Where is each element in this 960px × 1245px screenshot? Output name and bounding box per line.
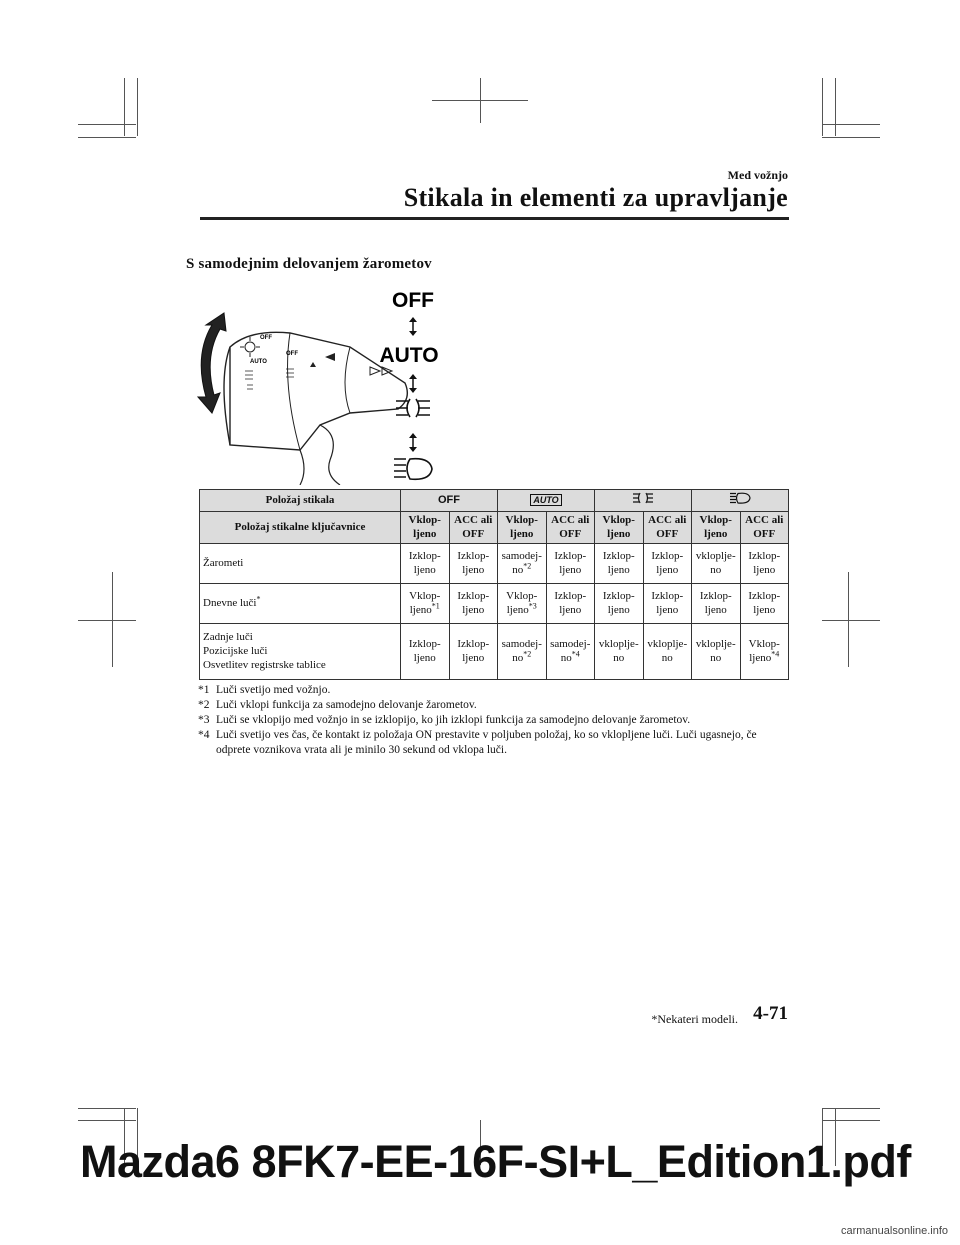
updown-arrow-icon xyxy=(409,374,417,393)
crop-mark xyxy=(78,1120,136,1121)
table-cell: vkloplje-no xyxy=(692,624,741,680)
table-cell: Izklop-ljeno xyxy=(595,544,644,584)
chapter-title: Stikala in elementi za upravljanje xyxy=(403,183,788,212)
footnote-item: *4 Luči svetijo ves čas, če kontakt iz položaja ON prestavite v poljuben položaj, ko so vklopljene luči. Luči ugasnejo, če odprete voznikova vrata ali je minilo 30 sekund od vklopa luči. xyxy=(198,729,757,756)
row-label-headlights: Žarometi xyxy=(200,544,401,584)
col-off-header: OFF xyxy=(401,490,498,512)
table-row-daytime xyxy=(200,584,789,624)
table-header-row xyxy=(200,490,789,512)
section-title: Med vožnjo xyxy=(727,168,788,182)
ignition-on: Vklop-ljeno xyxy=(595,511,644,544)
crop-mark xyxy=(822,1108,880,1109)
subheading: S samodejnim delovanjem žarometov xyxy=(186,256,432,272)
table-cell: Izklop-ljeno xyxy=(546,544,595,584)
table-cell: Izklop-ljeno xyxy=(401,544,450,584)
table-cell: vkloplje-no xyxy=(643,624,692,680)
ignition-row xyxy=(200,511,789,544)
position-off-label: OFF xyxy=(392,289,434,312)
headlight-icon xyxy=(394,459,432,480)
ignition-on: Vklop-ljeno xyxy=(692,511,741,544)
updown-arrow-icon xyxy=(409,317,417,336)
table-cell: Vklop-ljeno$^{*4}$ xyxy=(740,624,789,680)
rotate-arrow-icon xyxy=(198,313,226,413)
switch-position-header: Položaj stikala xyxy=(200,490,401,512)
crop-mark xyxy=(78,1108,136,1109)
table-cell: Izklop-ljeno xyxy=(643,584,692,624)
ignition-acc: ACC ali OFF xyxy=(740,511,789,544)
ignition-on: Vklop-ljeno xyxy=(498,511,547,544)
table-cell: Izklop-ljeno xyxy=(401,624,450,680)
crop-mark xyxy=(78,620,136,621)
crop-mark xyxy=(822,137,880,138)
row-label-tail-lights: Zadnje luči Pozicijske luči Osvetlitev registrske tablice xyxy=(200,624,401,680)
table-cell: Izklop-ljeno xyxy=(546,584,595,624)
ignition-on: Vklop-ljeno xyxy=(401,511,450,544)
switch-off2-label: OFF xyxy=(286,351,298,357)
crop-mark xyxy=(124,78,125,136)
table-cell: Vklop-ljeno$^{*1}$ xyxy=(401,584,450,624)
col-parking-header xyxy=(595,490,692,512)
updown-arrow-icon xyxy=(409,433,417,452)
table-cell: samodej-$no^{*4}$ xyxy=(546,624,595,680)
file-watermark: Mazda6 8FK7-EE-16F-SI+L_Edition1.pdf xyxy=(80,1136,911,1187)
crop-mark xyxy=(137,78,138,136)
footnote-item: *1 Luči svetijo med vožnjo. xyxy=(198,684,331,696)
table-cell: Izklop-ljeno xyxy=(595,584,644,624)
crop-mark xyxy=(822,1120,880,1121)
site-watermark: carmanualsonline.info xyxy=(840,1225,948,1237)
crop-mark xyxy=(78,124,136,125)
table-row-tail-lights xyxy=(200,624,789,680)
table-cell: Vklop-ljeno$^{*3}$ xyxy=(498,584,547,624)
crop-mark xyxy=(822,78,823,136)
table-cell: Izklop-ljeno xyxy=(643,544,692,584)
switch-off-label: OFF xyxy=(260,335,272,341)
ignition-acc: ACC ali OFF xyxy=(546,511,595,544)
crop-mark xyxy=(822,620,880,621)
table-cell: Izklop-ljeno xyxy=(740,544,789,584)
table-cell: vkloplje-no xyxy=(692,544,741,584)
crop-mark xyxy=(432,100,528,101)
lights-table xyxy=(199,489,789,680)
position-auto-label: AUTO xyxy=(379,344,439,367)
col-headlight-header xyxy=(692,490,789,512)
table-cell: samodej-$no^{*2}$ xyxy=(498,624,547,680)
crop-mark xyxy=(78,137,136,138)
table-cell: Izklop-ljeno xyxy=(449,544,498,584)
footnote-item: *3 Luči se vklopijo med vožnjo in se izklopijo, ko jih izklopi funkcija za samodejno delovanje žarometov. xyxy=(198,714,691,726)
ignition-position-header: Položaj stikalne ključavnice xyxy=(200,511,401,544)
models-footnote: *Nekateri modeli. xyxy=(651,1012,738,1026)
table-row-headlights xyxy=(200,544,789,584)
table-cell: Izklop-ljeno xyxy=(449,584,498,624)
headlight-icon xyxy=(729,492,751,504)
crop-mark xyxy=(822,124,880,125)
footnotes xyxy=(198,683,790,758)
switch-auto-label: AUTO xyxy=(250,359,267,365)
table-cell: Izklop-ljeno xyxy=(449,624,498,680)
col-auto-header: AUTO xyxy=(498,490,595,512)
parking-lights-icon xyxy=(396,399,430,417)
ignition-acc: ACC ali OFF xyxy=(643,511,692,544)
parking-lights-icon xyxy=(632,492,654,504)
crop-mark xyxy=(835,78,836,136)
footnote-item: *2 Luči vklopi funkcija za samodejno delovanje žarometov. xyxy=(198,699,477,711)
header-rule xyxy=(200,217,789,220)
table-cell: Izklop-ljeno xyxy=(740,584,789,624)
ignition-acc: ACC ali OFF xyxy=(449,511,498,544)
page-number: 4-71 xyxy=(753,1003,788,1024)
table-cell: vkloplje-no xyxy=(595,624,644,680)
headlight-switch-figure xyxy=(190,285,640,485)
table-cell: Izklop-ljeno xyxy=(692,584,741,624)
table-cell: samodej-$no^{*2}$ xyxy=(498,544,547,584)
row-label-daytime: Dnevne luči* xyxy=(200,584,401,624)
